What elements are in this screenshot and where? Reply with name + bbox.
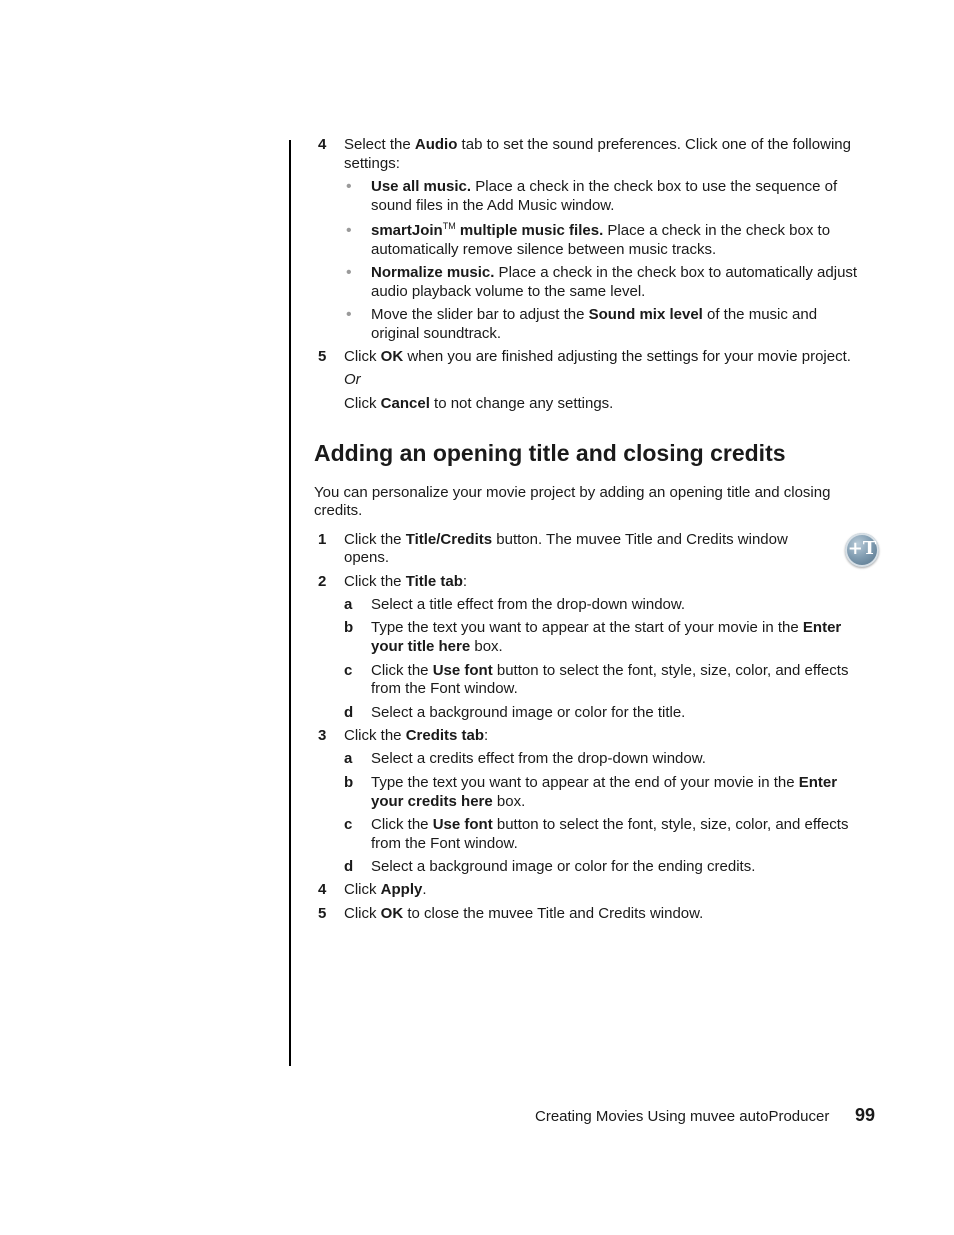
text: button. The muvee Title and Credits window xyxy=(492,531,788,548)
intro-text: You can personalize your movie project by adding an opening title and closing xyxy=(314,484,831,501)
step-number: 5 xyxy=(318,348,327,365)
ui-term: Enter xyxy=(802,619,842,636)
text: Or xyxy=(344,371,361,388)
step-number: 2 xyxy=(318,573,327,590)
text: Click xyxy=(344,881,381,898)
bullet-text-cont: audio playback volume to the same level. xyxy=(371,283,646,300)
or-text xyxy=(344,370,361,389)
text: Move the slider bar to adjust the xyxy=(371,306,589,323)
substep-text: Select a title effect from the drop-down window. xyxy=(371,596,686,613)
substep-letter: b xyxy=(344,774,354,791)
step-text xyxy=(344,880,427,899)
step-number: 4 xyxy=(318,881,327,898)
ui-term: multiple music files. xyxy=(455,222,604,239)
text: : xyxy=(484,727,489,744)
substep-letter: a xyxy=(344,750,353,767)
ui-term: OK xyxy=(380,348,404,365)
substep-text-cont xyxy=(371,637,503,656)
step-text xyxy=(344,572,467,591)
step-number: 5 xyxy=(318,905,327,922)
substep-text xyxy=(371,773,837,792)
bullet-icon: • xyxy=(346,264,352,281)
ui-term: Use font xyxy=(432,662,493,679)
text: Click xyxy=(344,348,381,365)
text: Click the xyxy=(371,816,433,833)
bullet-text xyxy=(371,221,830,240)
step-number: 3 xyxy=(318,727,327,744)
text: button to select the font, style, size, color, and effects xyxy=(492,662,849,679)
trademark-mark: TM xyxy=(442,221,456,231)
substep-text: Select a background image or color for the title. xyxy=(371,704,686,721)
text: Click the xyxy=(344,531,406,548)
footer-chapter-title: Creating Movies Using muvee autoProducer xyxy=(535,1108,830,1125)
text: tab to set the sound preferences. Click one of the following xyxy=(457,136,851,153)
text: box. xyxy=(470,638,503,655)
text: Click xyxy=(344,905,381,922)
ui-term: Audio xyxy=(414,136,458,153)
substep-text xyxy=(371,815,848,834)
text: to not change any settings. xyxy=(429,395,614,412)
text: Type the text you want to appear at the start of your movie in the xyxy=(371,619,803,636)
bullet-icon: • xyxy=(346,306,352,323)
substep-text xyxy=(371,618,841,637)
bullet-icon: • xyxy=(346,178,352,195)
step-text-cont: opens. xyxy=(344,549,390,566)
substep-text xyxy=(371,661,848,680)
section-heading: Adding an opening title and closing credits xyxy=(314,440,786,466)
page-number: 99 xyxy=(855,1105,876,1125)
text: Place a check in the check box to use the sequence of xyxy=(471,178,838,195)
text: Click the xyxy=(371,662,433,679)
step-text xyxy=(344,530,788,549)
text: Click xyxy=(344,395,381,412)
text: Place a check in the check box to automatically adjust xyxy=(494,264,858,281)
ui-term: OK xyxy=(380,905,404,922)
text: Select the xyxy=(344,136,415,153)
margin-rule xyxy=(289,140,291,1066)
text: to close the muvee Title and Credits window. xyxy=(403,905,704,922)
step-text xyxy=(344,904,703,923)
substep-text-cont xyxy=(371,792,525,811)
substep-text-cont: from the Font window. xyxy=(371,835,518,852)
step-number: 1 xyxy=(318,531,327,548)
text: Type the text you want to appear at the end of your movie in the xyxy=(371,774,799,791)
substep-letter: c xyxy=(344,816,353,833)
bullet-text xyxy=(371,263,857,282)
bullet-text xyxy=(371,305,817,324)
text: Click the xyxy=(344,727,406,744)
step-text xyxy=(344,135,851,154)
ui-term: Title tab xyxy=(405,573,463,590)
bullet-text xyxy=(371,177,837,196)
title-credits-icon xyxy=(845,533,879,567)
ui-term: Sound mix level xyxy=(588,306,703,323)
substep-letter: d xyxy=(344,704,354,721)
step-text xyxy=(344,726,488,745)
text: button to select the font, style, size, color, and effects xyxy=(492,816,849,833)
ui-term: Credits tab xyxy=(405,727,485,744)
step-text-alt xyxy=(344,394,613,413)
icon-glyph: +T xyxy=(847,538,877,559)
text: of the music and xyxy=(702,306,818,323)
step-number: 4 xyxy=(318,136,327,153)
ui-term: your credits here xyxy=(371,793,493,810)
text: box. xyxy=(492,793,526,810)
text: . xyxy=(422,881,427,898)
substep-text-cont: from the Font window. xyxy=(371,680,518,697)
substep-letter: a xyxy=(344,596,353,613)
ui-term: Normalize music. xyxy=(371,264,495,281)
substep-letter: c xyxy=(344,662,353,679)
bullet-icon: • xyxy=(346,222,352,239)
ui-term: Title/Credits xyxy=(405,531,493,548)
substep-letter: d xyxy=(344,858,354,875)
text: when you are finished adjusting the settings for your movie project. xyxy=(403,348,851,365)
ui-term: Apply xyxy=(380,881,423,898)
ui-term: Cancel xyxy=(380,395,430,412)
substep-text: Select a credits effect from the drop-down window. xyxy=(371,750,706,767)
text: Place a check in the check box to xyxy=(603,222,831,239)
substep-text: Select a background image or color for the ending credits. xyxy=(371,858,756,875)
text: : xyxy=(462,573,468,590)
step-text xyxy=(344,347,851,366)
ui-term: Use all music. xyxy=(371,178,472,195)
ui-term: smartJoin xyxy=(371,222,443,239)
bullet-text-cont: automatically remove silence between music tracks. xyxy=(371,241,717,258)
ui-term: Use font xyxy=(432,816,493,833)
bullet-text-cont: original soundtrack. xyxy=(371,325,502,342)
text: Click the xyxy=(344,573,406,590)
ui-term: your title here xyxy=(371,638,471,655)
intro-text-cont: credits. xyxy=(314,502,363,519)
substep-letter: b xyxy=(344,619,354,636)
bullet-text-cont: sound files in the Add Music window. xyxy=(371,197,615,214)
ui-term: Enter xyxy=(798,774,838,791)
step-text-cont: settings: xyxy=(344,155,400,172)
